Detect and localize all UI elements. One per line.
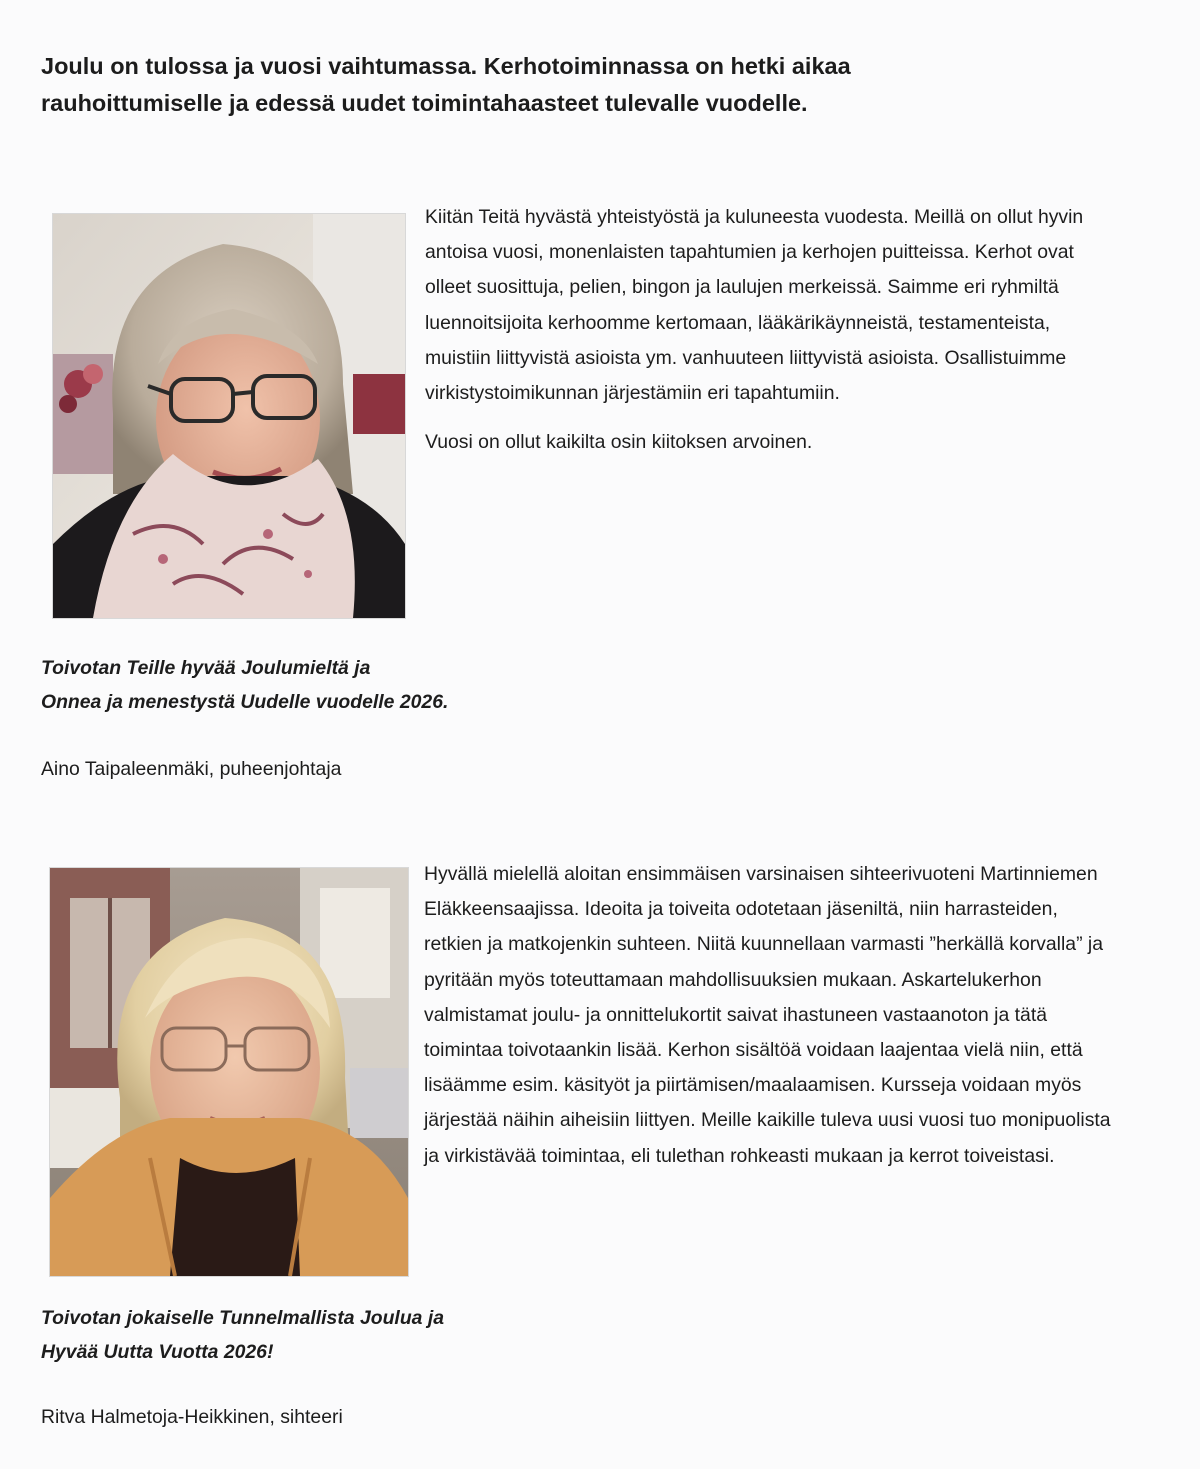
secretary-greeting — [41, 1301, 444, 1369]
chairperson-paragraph-1: Kiitän Teitä hyvästä yhteistyöstä ja kuluneesta vuodesta. Meillä on ollut hyvin antoisa vuosi, monenlaisten tapahtumien ja kerhojen puitteissa. Kerhot ovat olleet suosittuja, pelien, bingon ja laulujen merkeissä. Saimme eri ryhmiltä luennoitsijoita kerhoomme kertomaan, lääkärikäynneistä, testamenteista, muistiin liittyvistä asioista ym. vanhuuteen liittyvistä asioista. Osallistuimme virkistystoimikunnan järjestämiin eri tapahtumiin. — [425, 206, 1084, 405]
secretary-signature: Ritva Halmetoja-Heikkinen, sihteeri — [41, 1406, 343, 1428]
portrait-photo-icon — [50, 868, 408, 1276]
chairperson-message — [425, 200, 1115, 460]
chairperson-paragraph-2: Vuosi on ollut kaikilta osin kiitoksen arvoinen. — [425, 431, 813, 454]
chairperson-greeting — [41, 651, 448, 719]
chairperson-greeting-line-1: Toivotan Teille hyvää Joulumieltä ja — [41, 657, 371, 679]
portrait-photo-icon — [53, 214, 405, 618]
intro-line-2: rauhoittumiselle ja edessä uudet toimintahaasteet tulevalle vuodelle. — [41, 90, 808, 116]
intro-heading — [41, 48, 1041, 122]
secretary-greeting-line-1: Toivotan jokaiselle Tunnelmallista Joulua ja — [41, 1307, 445, 1329]
intro-line-1: Joulu on tulossa ja vuosi vaihtumassa. Kerhotoiminnassa on hetki aikaa — [41, 53, 851, 79]
chairperson-signature: Aino Taipaleenmäki, puheenjohtaja — [41, 758, 342, 780]
secretary-paragraph: Hyvällä mielellä aloitan ensimmäisen varsinaisen sihteerivuoteni Martinniemen Eläkkeensaajissa. Ideoita ja toiveita odotetaan jäseniltä, niin harrasteiden, retkien ja matkojenkin suhteen. Niitä kuunnellaan varmasti ”herkällä korvalla” ja pyritään myös toteuttamaan mahdollisuuksien mukaan. Askartelukerhon valmistamat joulu- ja onnittelukortit saivat ihastuneen vastaanoton ja tätä toimintaa toivotaankin lisää. Kerhon sisältöä voidaan laajentaa vielä niin, että lisäämme esim. käsityöt ja piirtämisen/maalaamisen. Kursseja voidaan myös järjestää näihin aiheisiin liittyen. Meille kaikille tuleva uusi vuosi tuo monipuolista ja virkistävää toimintaa, eli tulethan rohkeasti mukaan ja kerrot toiveistasi. — [424, 863, 1111, 1167]
secretary-greeting-line-2: Hyvää Uutta Vuotta 2026! — [41, 1341, 274, 1363]
chairperson-photo — [52, 213, 406, 619]
secretary-photo — [49, 867, 409, 1277]
chairperson-greeting-line-2: Onnea ja menestystä Uudelle vuodelle 2026. — [41, 691, 449, 713]
secretary-message — [424, 857, 1114, 1174]
